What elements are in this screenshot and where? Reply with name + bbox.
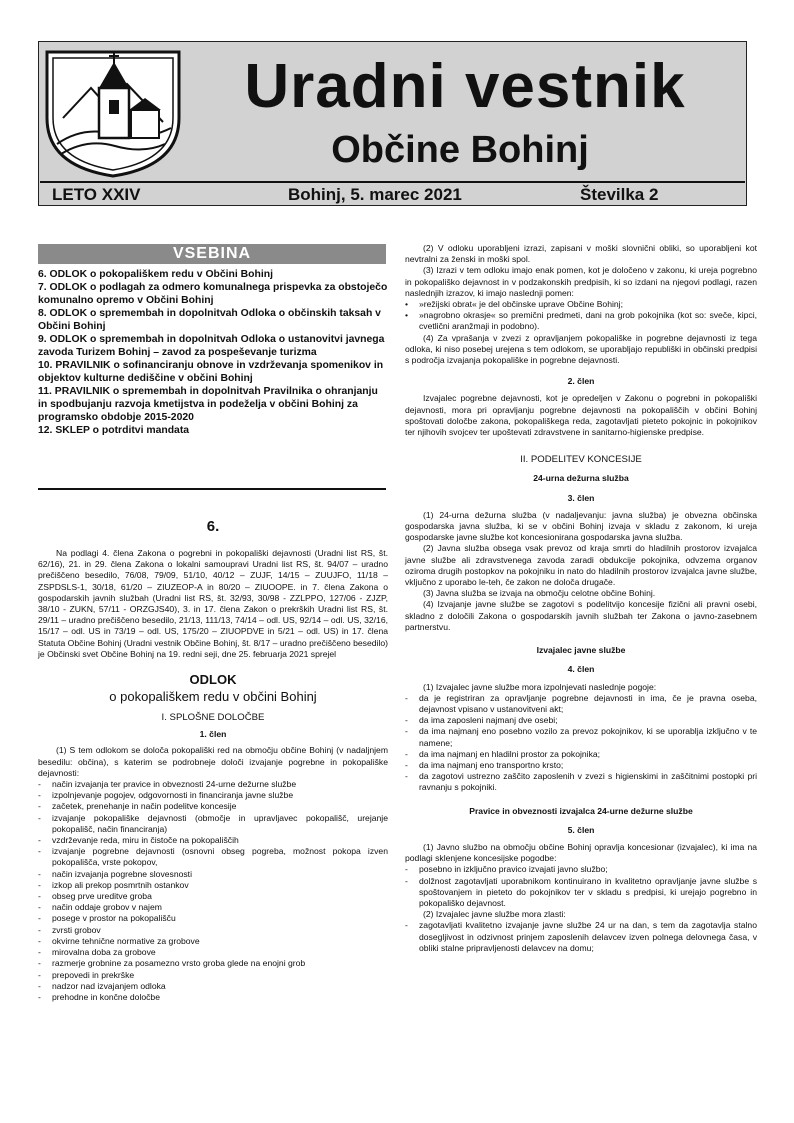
article-paragraph: (3) Izrazi v tem odloku imajo enak pomen, kot je določeno v zakonu, ki ureja pogrebno in pokopališko dejavnost in v podzakonskih predpisih, ki so izdani na njegovi podlagi, razen naslednjih izrazov, ki imajo naslednji pomen: xyxy=(405,265,757,298)
article-paragraph: (4) Izvajanje javne službe se zagotovi s podelitvijo koncesije fizični ali pravni osebi, skladno z določili Zakona o gospodarskih javnih službah ter Zakona o javno-zasebnem partnerstvu. xyxy=(405,599,757,632)
list-item: - nadzor nad izvajanjem odloka xyxy=(38,981,388,992)
article-heading: 5. člen xyxy=(567,824,595,835)
list-item: - razmerje grobnine za posamezno vrsto groba glede na enojni grob xyxy=(38,958,388,969)
list-item: - izvajanje pogrebne dejavnosti (osnovni obseg pogreba, možnost pokopa izven pokopališča, vrste pokopov, xyxy=(38,846,388,868)
contents-item[interactable]: 11. PRAVILNIK o spremembah in dopolnitvah Pravilnika o ohranjanju in spodbujanju razvoja kmetijstva in podeželja v občini Bohinj za programsko obdobje 2015-2020 xyxy=(38,386,378,423)
chapter-heading: I. SPLOŠNE DOLOČBE xyxy=(161,712,265,724)
list-item: - da ima zaposleni najmanj dve osebi; xyxy=(405,715,757,726)
subheading: 24-urna dežurna služba xyxy=(533,473,629,484)
contents-item[interactable]: 6. ODLOK o pokopališkem redu v Občini Bohinj xyxy=(38,269,273,280)
ordinance-title: ODLOK xyxy=(189,672,237,688)
subheading: Pravice in obveznosti izvajalca 24-urne dežurne službe xyxy=(469,805,693,816)
chapter-heading: II. PODELITEV KONCESIJE xyxy=(520,454,642,466)
right-column xyxy=(405,243,757,954)
list-item: - okvirne tehnične normative za grobove xyxy=(38,936,388,947)
contents-list xyxy=(38,268,388,437)
list-item: - način izvajanja ter pravice in obveznosti 24-urne dežurne službe xyxy=(38,779,388,790)
article-heading: 2. člen xyxy=(567,376,595,387)
list-item: - zagotavljati kvalitetno izvajanje javne službe 24 ur na dan, s tem da zagotavlja stalno dosegljivost in odzivnost prinjem zaposlenih delavcev izven polnega delovnega časa, v obliki stalne pripravljenosti delavcev na domu; xyxy=(405,920,757,954)
newspaper-subtitle: Občine Bohinj xyxy=(331,129,589,171)
list-item: - način izvajanja pogrebne slovesnosti xyxy=(38,869,388,880)
article-paragraph: (2) Javna služba obsega vsak prevoz od kraja smrti do hladilnih prostorov izvajalca javne službe ali zdravstvenega zavoda zaradi obdukcije pokojnika, odvzema organov oziroma drugih postopkov na pokojniku in nato do hladilnih prostorov izvajalca javne službe, vključno z uporabo le-teh, če zakon ne določa drugače. xyxy=(405,543,757,588)
article-paragraph: (1) Izvajalec javne službe mora izpolnjevati naslednje pogoje: xyxy=(423,681,657,692)
list-item: - posege v prostor na pokopališču xyxy=(38,913,388,924)
coat-of-arms-logo xyxy=(43,48,183,180)
masthead-divider xyxy=(40,181,745,183)
article-paragraph: (3) Javna služba se izvaja na območju celotne občine Bohinj. xyxy=(423,588,656,599)
contents-item[interactable]: 10. PRAVILNIK o sofinanciranju obnove in vzdrževanja spomenikov in objektov kulturne dediščine v občini Bohinj xyxy=(38,360,384,384)
list-item: - zvrsti grobov xyxy=(38,925,388,936)
list-item: - posebno in izključno pravico izvajati javno službo; xyxy=(405,864,757,875)
issue-number: Številka 2 xyxy=(580,185,659,204)
ordinance-subtitle: o pokopališkem redu v občini Bohinj xyxy=(109,689,317,705)
list-item: - da zagotovi ustrezno zaščito zaposlenih v zvezi s higienskimi in zaščitnimi postopki pri ravnanju s pokojniki. xyxy=(405,771,757,793)
list-item: - obseg prve ureditve groba xyxy=(38,891,388,902)
article-paragraph: (2) V odloku uporabljeni izrazi, zapisani v moški slovnični obliki, so uporabljeni kot nevtralni za ženski in moški spol. xyxy=(405,243,757,265)
contents-item[interactable]: 9. ODLOK o spremembah in dopolnitvah Odloka o ustanovitvi javnega zavoda Turizem Bohinj – zavod za pospeševanje turizma xyxy=(38,334,385,358)
list-item: - da ima najmanj en hladilni prostor za pokojnika; xyxy=(405,749,757,760)
list-item: - da ima najmanj eno transportno krsto; xyxy=(405,760,757,771)
contents-divider xyxy=(38,488,386,490)
article-heading: 1. člen xyxy=(199,729,227,740)
article-paragraph: (4) Za vprašanja v zvezi z opravljanjem pokopališke in pogrebne dejavnosti iz tega odloka, ki niso posebej urejena s tem odlokom, se uporabljajo republiški in občinski predpisi s področja izvajanja pokopališke in pogrebne dejavnosti. xyxy=(405,332,757,366)
list-item: - vzdrževanje reda, miru in čistoče na pokopališčih xyxy=(38,835,388,846)
article-paragraph: (1) 24-urna dežurna služba (v nadaljevanju: javna služba) je obvezna občinska gospodarska javna služba, ki se v občini Bohinj izvaja v skladu z zakonom, ki ureja gospodarske javne službe kot koncesionirana gospodarska javna služba. xyxy=(405,509,757,543)
list-item: • »režijski obrat« je del občinske uprave Občine Bohinj; xyxy=(405,299,757,310)
left-column xyxy=(38,548,388,1003)
list-item: - izvajanje pokopališke dejavnosti (območje in upravljavec pokopališč, urejanje pokopališč, način financiranja) xyxy=(38,813,388,835)
contents-item[interactable]: 8. ODLOK o spremembah in dopolnitvah Odloka o občinskih taksah v Občini Bohinj xyxy=(38,308,381,332)
list-item: - da je registriran za opravljanje pogrebne dejavnosti in ima, če je pravna oseba, dejavnost vpisano v ustanovitveni akt; xyxy=(405,693,757,715)
section-number: 6. xyxy=(206,518,220,535)
article-heading: 3. člen xyxy=(567,492,595,503)
list-item: - prehodne in končne določbe xyxy=(38,992,388,1003)
contents-heading: VSEBINA xyxy=(38,244,386,264)
contents-item[interactable]: 7. ODLOK o podlagah za odmero komunalnega prispevka za obstoječo komunalno opremo v Občini Bohinj xyxy=(38,282,388,306)
article-paragraph: Izvajalec pogrebne dejavnosti, kot je opredeljen v Zakonu o pogrebni in pokopališki dejavnosti, mora pri opravljanju pogrebne dejavnosti na pokopališčih v občini Bohinj spoštovati določbe zakona, pokopališkega reda, zagotavljati pieteto pokojnic in pokojnikov ter njihovih svojcev ter upoštevati zdravstvene in sanitarno-higienske predpise. xyxy=(405,393,757,438)
article-paragraph: (1) S tem odlokom se določa pokopališki red na območju občine Bohinj (v nadaljnjem besedilu: občina), s katerim se podrobneje določi izvajanje pogrebne in pokopališke dejavnosti: xyxy=(38,745,388,778)
list-item: - da ima najmanj eno posebno vozilo za prevoz pokojnikov, ki se uporablja izključno v te namene; xyxy=(405,726,757,748)
list-item: - prepovedi in prekrške xyxy=(38,970,388,981)
list-item: - način oddaje grobov v najem xyxy=(38,902,388,913)
contents-item[interactable]: 12. SKLEP o potrditvi mandata xyxy=(38,425,190,436)
article-paragraph: (1) Javno službo na območju občine Bohinj opravlja koncesionar (izvajalec), ki ima na podlagi sklenjene koncesijske pogodbe: xyxy=(405,841,757,864)
list-item: • »nagrobno okrasje« so premični predmeti, dani na grob pokojnika (kot so: sveče, kipci, cvetlični aranžmaji in podobno). xyxy=(405,310,757,332)
issue-date: Bohinj, 5. marec 2021 xyxy=(288,185,462,204)
list-item: - začetek, prenehanje in način podelitve koncesije xyxy=(38,801,388,812)
list-item: - dolžnost zagotavljati uporabnikom kontinuirano in kvalitetno opravljanje javne službe s spoštovanjem in pieteto do pokojnikov ter v skladu s predpisi, ki urejajo pogrebno in pokopališko dejavnost. xyxy=(405,876,757,910)
list-item: - izkop ali prekop posmrtnih ostankov xyxy=(38,880,388,891)
list-item: - izpolnjevanje pogojev, odgovornosti in financiranja javne službe xyxy=(38,790,388,801)
article-paragraph: (2) Izvajalec javne službe mora zlasti: xyxy=(423,909,566,920)
article-heading: 4. člen xyxy=(567,664,595,675)
newspaper-title: Uradni vestnik xyxy=(244,52,686,121)
subheading: Izvajalec javne službe xyxy=(536,645,626,656)
preamble-paragraph: Na podlagi 4. člena Zakona o pogrebni in pokopališki dejavnosti (Uradni list RS, št. 62/16), 21. in 29. člena Zakona o lokalni samoupravi Uradni list RS, št. 94/07 – uradno prečiščeno besedilo, 76/08, 79/09, 51/10, 40/12 – ZUJF, 14/15 – ZUUJFO, 11/18 – ZSPDSLS-1, 30/18, 61/20 – ZIUZEOP-A in 80/20 – ZIUOOPE. in 7. člena Zakona o gospodarskih javnih službah (Uradni list RS, št. 32/93, 30/98 - ZZLPPO, 127/06 - ZJZP, 38/10 - ZUKN, 57/11 - ORZGJS40), 3. in 17. člena Zakon o prekrških Uradni list RS, št. 29/11 – uradno prečiščeno besedilo, 21/13, 111/13, 74/14 – odl. US, 92/14 – odl. US, 32/16, 15/17 – odl. US in 73/19 – odl. US, 175/20 – ZIUOPDVE in 5/21 – odl. US) in 17. člena Statuta Občine Bohinj (Uradni vestnik Občine Bohinj, št. 8/17 – uradno prečiščeno besedilo) je Občinski svet Občine Bohinj na 19. redni seji, dne 25. februarja 2021 sprejel xyxy=(38,548,388,659)
list-item: - mirovalna doba za grobove xyxy=(38,947,388,958)
volume-label: LETO XXIV xyxy=(52,185,141,204)
